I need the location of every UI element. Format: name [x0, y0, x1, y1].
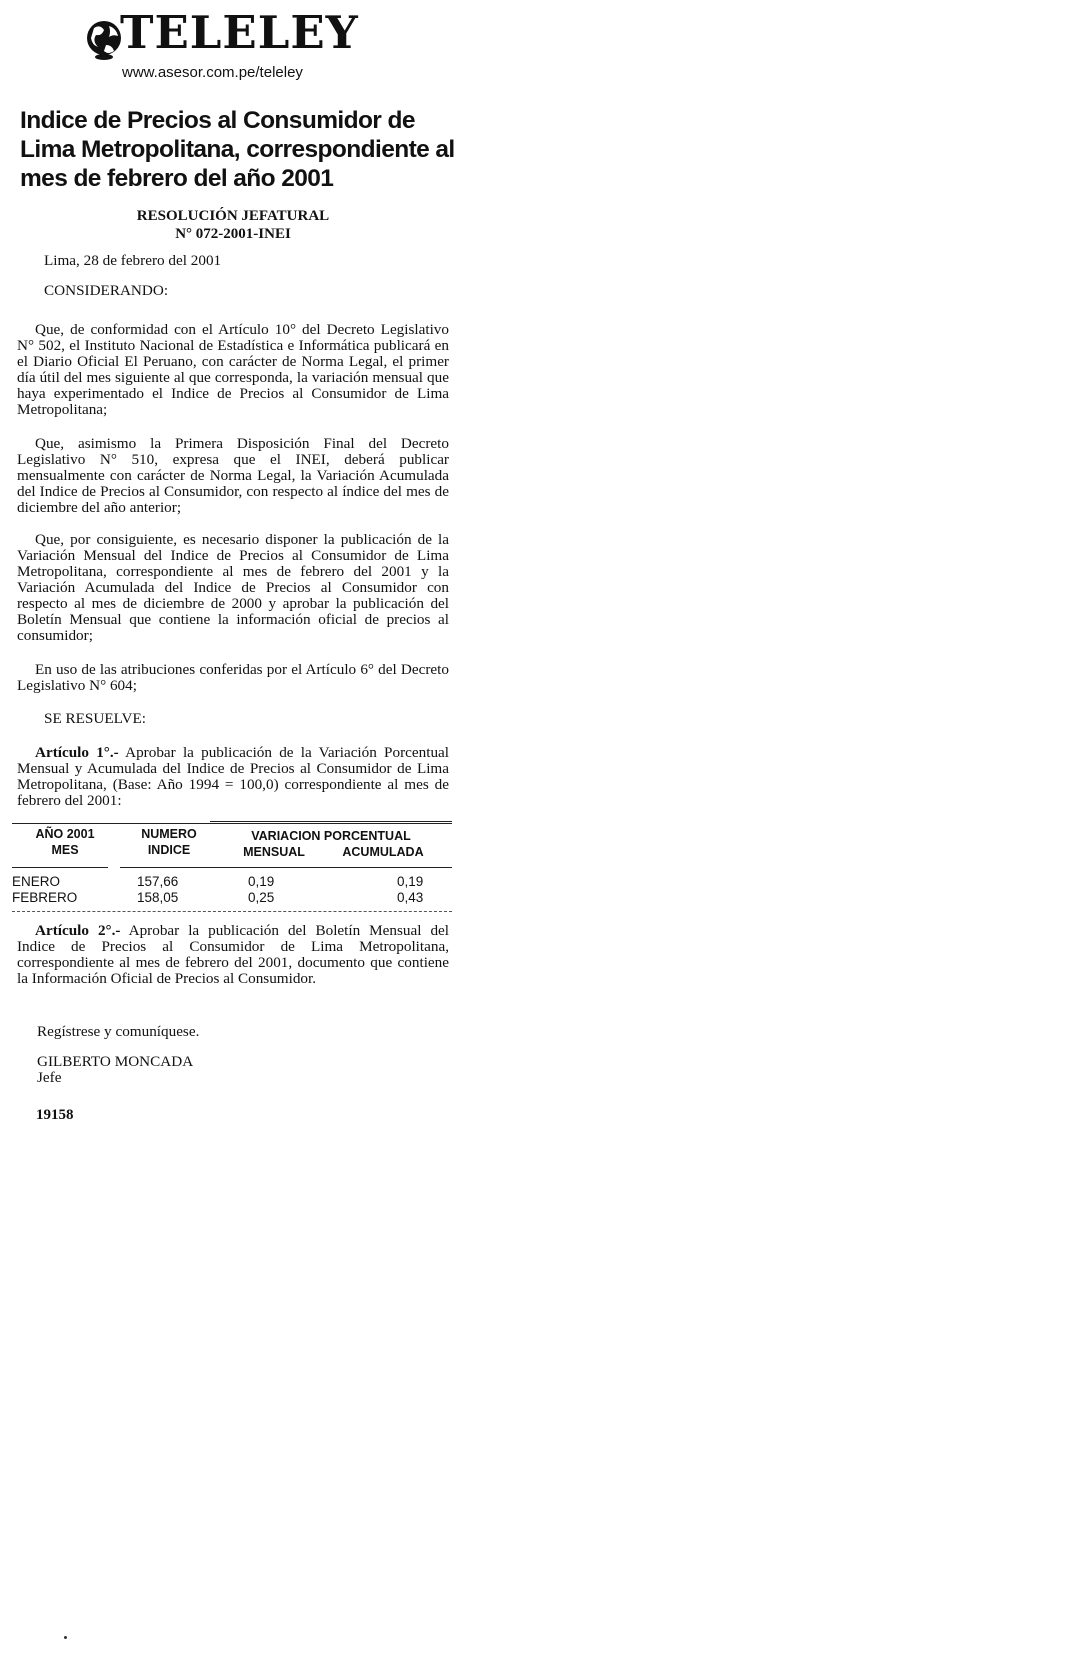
consideration-3: [17, 532, 449, 644]
consideration-1: [17, 322, 449, 418]
consideration-1-text: Que, de conformidad con el Artículo 10° del Decreto Legislativo N° 502, el Instituto Nacional de Estadística e Informática publicará en el Diario Oficial El Peruano, con carácter de Norma Legal, el primer día útil del mes siguiente al que corresponda, la variación mensual que haya experimentado el Indice de Precios al Consumidor de Lima Metropolitana;: [17, 321, 449, 418]
row-2-cumulative: 0,43: [397, 890, 424, 905]
header-number: NUMERO: [141, 827, 197, 841]
article-2-label: Artículo 2°.-: [35, 922, 121, 939]
signatory-name: GILBERTO MONCADA: [37, 1053, 194, 1070]
row-1-cumulative: 0,19: [397, 874, 424, 889]
row-1-month: ENERO: [12, 874, 61, 889]
consideration-3-text: Que, por consiguiente, es necesario disponer la publicación de la Variación Mensual del Indice de Precios al Consumidor de Lima Metropolitana, correspondiente al mes de febrero del 2001 y la Variación Acumulada del Indice de Precios al Consumidor con respecto al mes de diciembre de 2000 y aprobar la publicación del Boletín Mensual que contiene la información oficial de precios al consumidor;: [17, 531, 449, 644]
table-header-rule-left: [12, 867, 108, 868]
price-index-table: [12, 823, 452, 923]
table-bottom-rule: [12, 911, 452, 912]
resolution-type: RESOLUCIÓN JEFATURAL: [136, 208, 330, 224]
considerando-heading: CONSIDERANDO:: [44, 282, 169, 299]
article-1-text: Aprobar la publicación de la Variación Porcentual Mensual y Acumulada del Indice de Precios al Consumidor de Lima Metropolitana, (Base: Año 1994 = 100,0) correspondiente al mes de febrero del 2001:: [17, 744, 449, 809]
resolution-number: N° 072-2001-INEI: [175, 226, 291, 242]
header-year: AÑO 2001: [35, 827, 95, 841]
article-2: [17, 923, 449, 987]
consideration-2: [17, 436, 449, 516]
signatory-title: Jefe: [37, 1069, 62, 1086]
consideration-2-text: Que, asimismo la Primera Disposición Final del Decreto Legislativo N° 510, expresa que el INEI, deberá publicar mensualmente con carácter de Norma Legal, la Variación Acumulada del Indice de Precios al Consumidor, con respecto al índice del mes de diciembre del año anterior;: [17, 435, 449, 516]
article-2-text: Aprobar la publicación del Boletín Mensual del Indice de Precios al Consumidor de Lima Metropolitana, correspondiente al mes de febrero del 2001, documento que contiene la Información Oficial de Precios al Consumidor.: [17, 922, 449, 987]
consideration-4-text: En uso de las atribuciones conferidas por el Artículo 6° del Decreto Legislativo N° 604;: [17, 661, 449, 694]
document-number: 19158: [36, 1107, 74, 1123]
date-line: Lima, 28 de febrero del 2001: [44, 252, 222, 269]
scan-speck: [64, 1636, 67, 1639]
header-monthly: MENSUAL: [243, 845, 305, 859]
table-variation-rule: [210, 821, 452, 822]
row-2-monthly: 0,25: [248, 890, 275, 905]
document-headline: Indice de Precios al Consumidor de Lima Metropolitana, correspondiente al mes de febrero del año 2001: [20, 107, 455, 192]
masthead-url[interactable]: www.asesor.com.pe/teleley: [122, 64, 303, 81]
consideration-4: [17, 662, 449, 694]
row-2-index: 158,05: [137, 890, 179, 905]
article-1-label: Artículo 1°.-: [35, 744, 119, 761]
table-top-rule: [12, 823, 452, 824]
header-cumulative: ACUMULADA: [342, 845, 424, 859]
table-header-rule-right: [120, 867, 452, 868]
article-1: [17, 745, 449, 809]
row-1-index: 157,66: [137, 874, 179, 889]
se-resuelve-heading: SE RESUELVE:: [44, 710, 146, 727]
masthead: [84, 6, 414, 96]
masthead-name: TELELEY: [120, 6, 359, 59]
row-1-monthly: 0,19: [248, 874, 275, 889]
closing-line: Regístrese y comuníquese.: [37, 1023, 200, 1040]
header-month: MES: [51, 843, 79, 857]
header-variation: VARIACION PORCENTUAL: [251, 829, 411, 843]
header-index: INDICE: [147, 843, 191, 857]
row-2-month: FEBRERO: [12, 890, 78, 905]
